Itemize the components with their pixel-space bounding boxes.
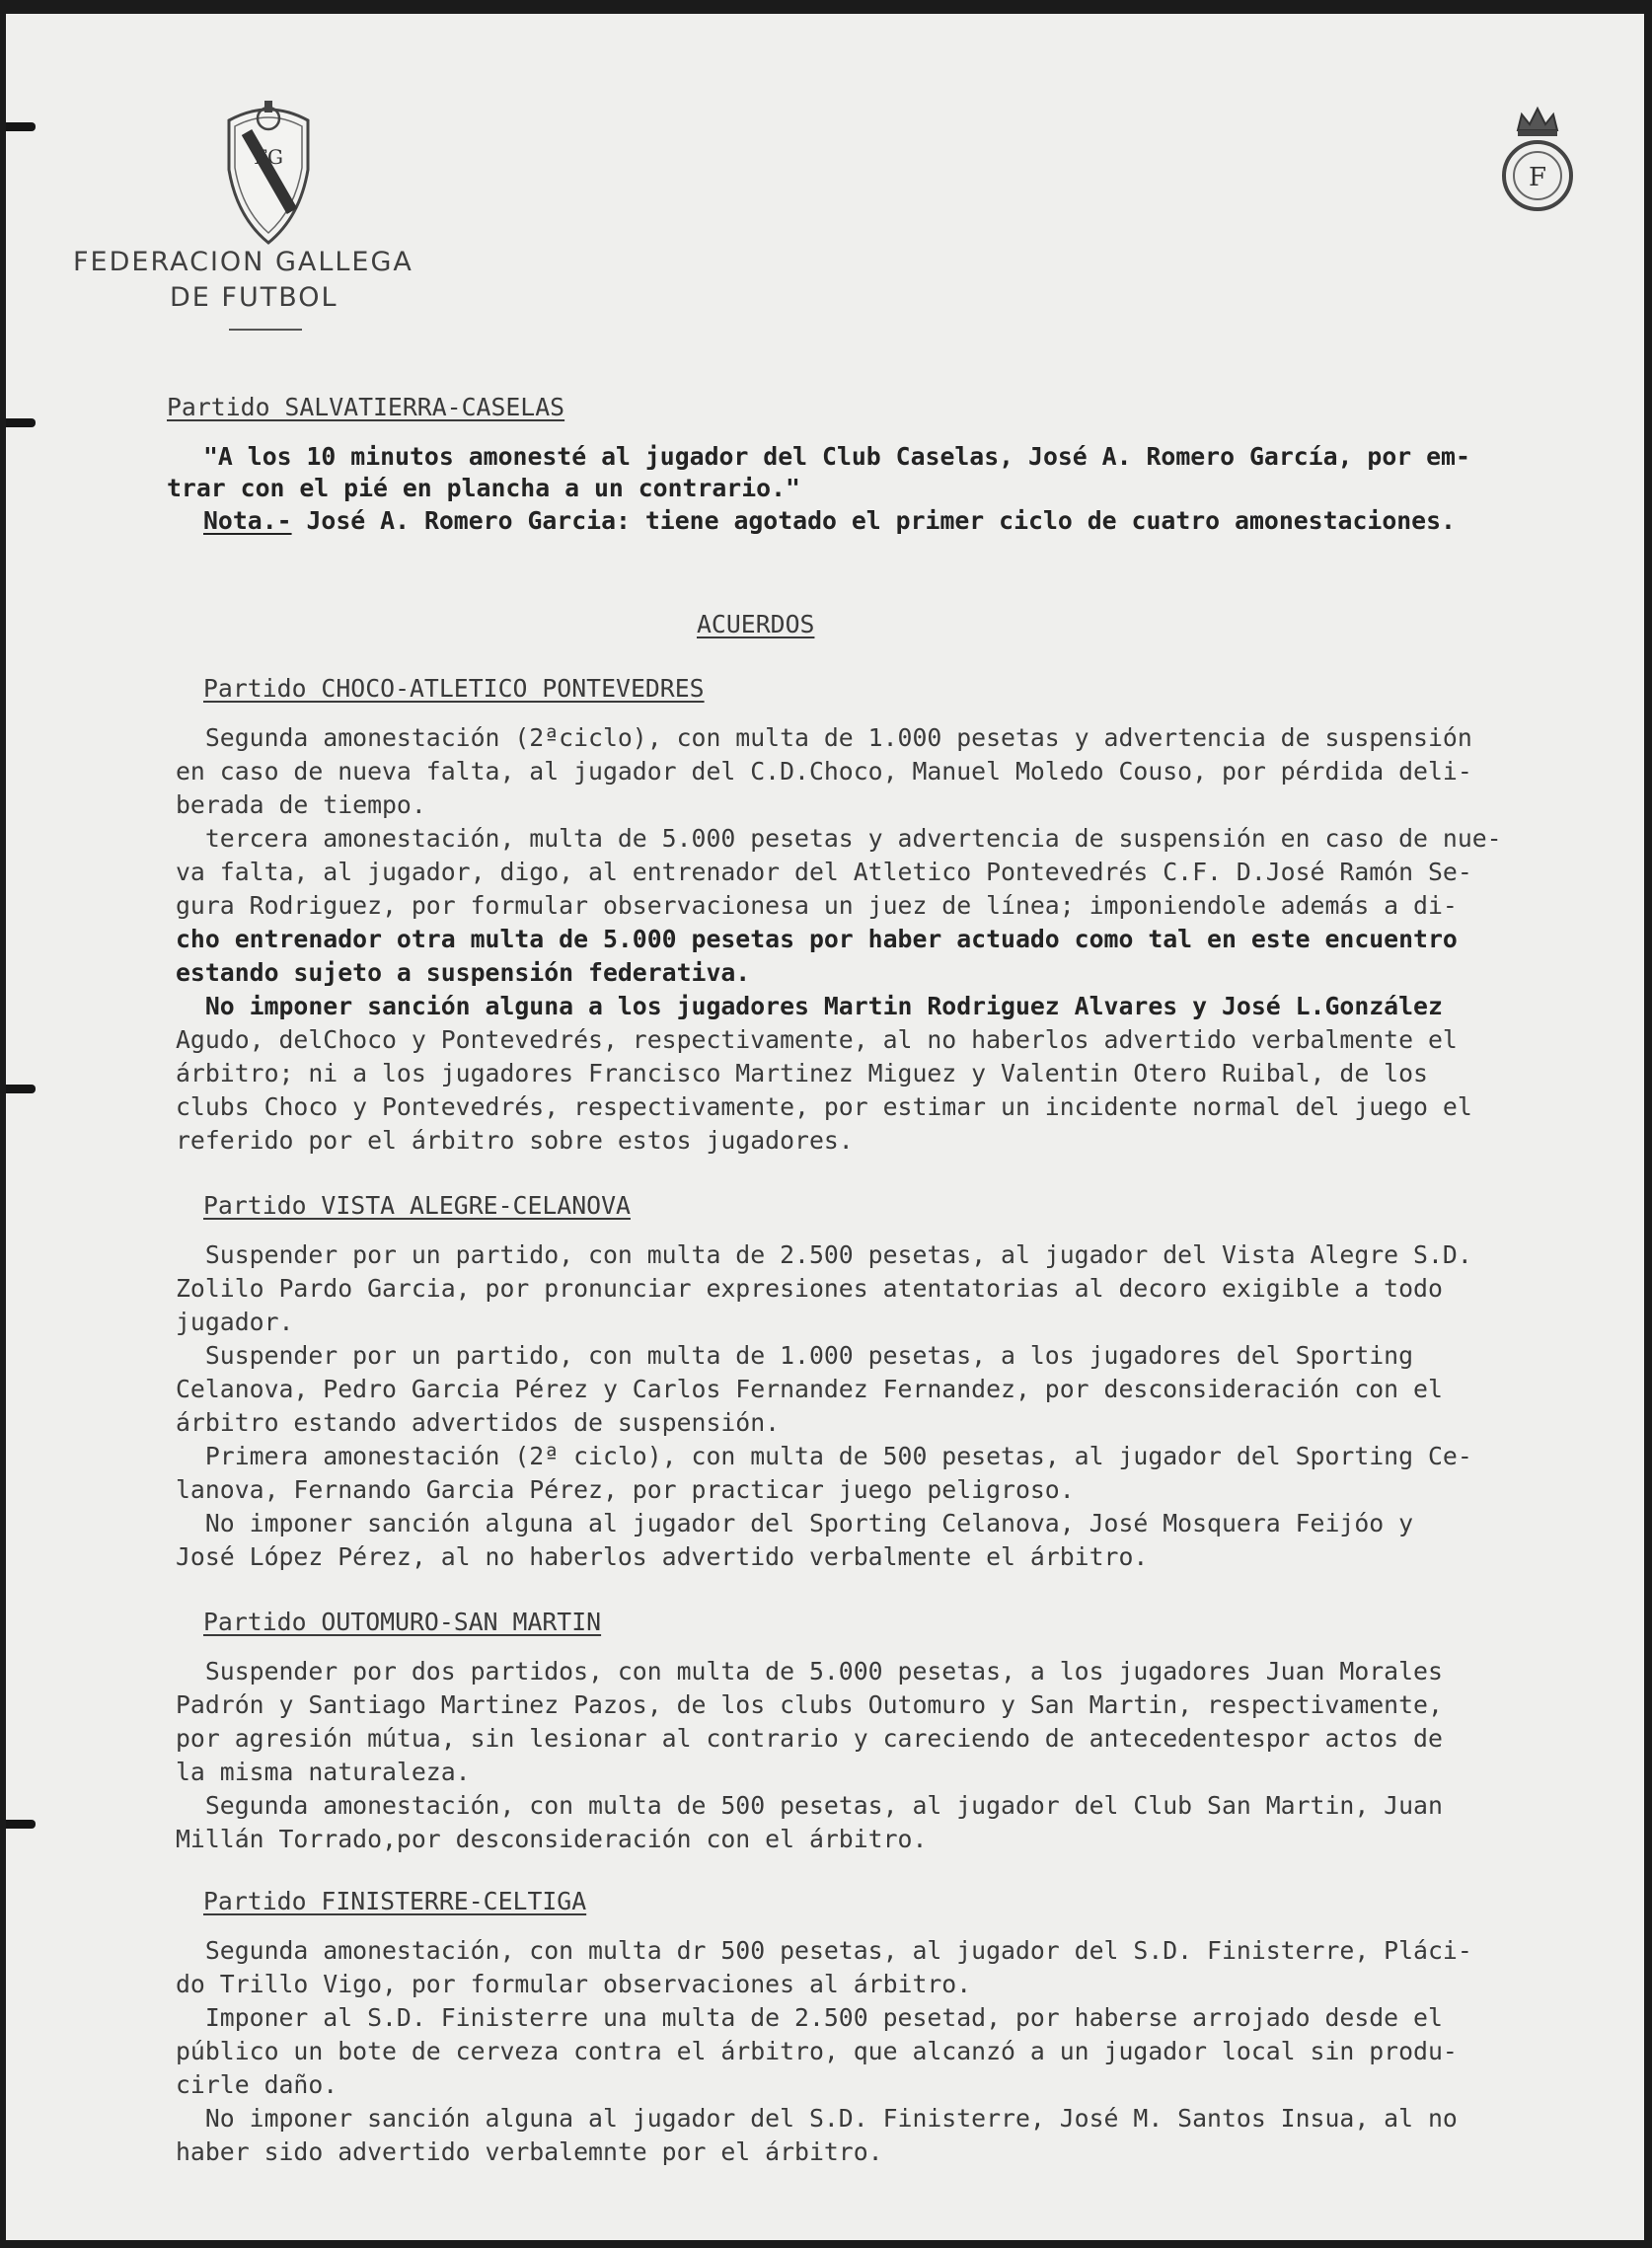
document-page [6,14,1644,2240]
text-line: cirle daño. [176,2070,338,2099]
text-line: Suspender por dos partidos, con multa de 5.000 pesetas, a los jugadores Juan Morales [176,1657,1443,1686]
binder-hole [6,418,36,427]
text-line: Imponer al S.D. Finisterre una multa de 2.500 pesetad, por haberse arrojado desde el [176,2003,1443,2032]
text-line: Segunda amonestación (2ªciclo), con multa de 1.000 pesetas y advertencia de suspensión [176,723,1472,752]
binder-hole [6,1085,36,1093]
text-line: la misma naturaleza. [176,1758,471,1786]
section-heading-salvatierra: Partido SALVATIERRA-CASELAS [167,393,565,421]
text-line: Celanova, Pedro Garcia Pérez y Carlos Fernandez Fernandez, por desconsideración con el [176,1375,1443,1403]
text-line: Suspender por un partido, con multa de 2.500 pesetas, al jugador del Vista Alegre S.D. [176,1240,1472,1269]
text-line: estando sujeto a suspensión federativa. [176,958,751,987]
text-line: Millán Torrado,por desconsideración con el árbitro. [176,1825,928,1853]
text-line: lanova, Fernando Garcia Pérez, por practicar juego peligroso. [176,1475,1075,1504]
binder-hole [6,122,36,131]
text-line: en caso de nueva falta, al jugador del C.D.Choco, Manuel Moledo Couso, por pérdida deli- [176,757,1472,786]
text-line: No imponer sanción alguna a los jugadores Martin Rodriguez Alvares y José L.González [176,992,1443,1020]
federation-name-line2: DE FUTBOL [170,282,338,313]
text-line: No imponer sanción alguna al jugador del Sporting Celanova, José Mosquera Feijóo y [176,1509,1414,1537]
text-line: do Trillo Vigo, por formular observaciones al árbitro. [176,1970,972,1998]
text-line: Padrón y Santiago Martinez Pazos, de los clubs Outomuro y San Martin, respectivamente, [176,1690,1443,1719]
section-heading-choco: Partido CHOCO-ATLETICO PONTEVEDRES [203,674,705,703]
text-line: cho entrenador otra multa de 5.000 pesetas por haber actuado como tal en este encuentro [176,925,1458,953]
binder-hole [6,1820,36,1829]
text-line: referido por el árbitro sobre estos jugadores. [176,1126,854,1155]
federation-underline [229,329,302,331]
section-heading-outomuro: Partido OUTOMURO-SAN MARTIN [203,1608,602,1636]
svg-text:FG: FG [254,145,283,169]
text-line: clubs Choco y Pontevedrés, respectivamente, por estimar un incidente normal del juego el [176,1092,1472,1121]
section-heading-vista: Partido VISTA ALEGRE-CELANOVA [203,1191,631,1220]
text-line: trar con el pié en plancha a un contrario." [167,474,800,502]
note-line [203,504,1456,538]
svg-text:F: F [1528,163,1547,192]
text-line: Segunda amonestación, con multa dr 500 pesetas, al jugador del S.D. Finisterre, Pláci- [176,1936,1472,1965]
text-line: No imponer sanción alguna al jugador del S.D. Finisterre, José M. Santos Insua, al no [176,2104,1458,2133]
note-label: Nota.- [203,506,292,535]
text-line: berada de tiempo. [176,790,426,819]
acuerdos-title: ACUERDOS [697,610,815,638]
text-line: haber sido advertido verbalemnte por el árbitro. [176,2137,883,2166]
text-line: va falta, al jugador, digo, al entrenador del Atletico Pontevedrés C.F. D.José Ramón Se- [176,858,1472,886]
text-line: árbitro estando advertidos de suspensión. [176,1408,781,1437]
text-line: gura Rodriguez, por formular observacionesa un juez de línea; imponiendole además a di- [176,891,1458,920]
text-line: jugador. [176,1308,294,1336]
text-line: Segunda amonestación, con multa de 500 pesetas, al jugador del Club San Martin, Juan [176,1791,1443,1820]
text-line: árbitro; ni a los jugadores Francisco Martinez Miguez y Valentin Otero Ruibal, de los [176,1059,1428,1087]
text-line: Agudo, delChoco y Pontevedrés, respectivamente, al no haberlos advertido verbalmente el [176,1025,1458,1054]
section-heading-finisterre: Partido FINISTERRE-CELTIGA [203,1887,587,1915]
note-text: José A. Romero Garcia: tiene agotado el primer ciclo de cuatro amonestaciones. [291,506,1456,535]
text-line: "A los 10 minutos amonesté al jugador del Club Caselas, José A. Romero García, por em- [203,442,1470,471]
spanish-federation-crown-emblem-icon [1498,101,1577,219]
text-line: tercera amonestación, multa de 5.000 pesetas y advertencia de suspensión en caso de nue- [176,824,1502,853]
federation-name-line1: FEDERACION GALLEGA [73,247,413,277]
text-line: Primera amonestación (2ª ciclo), con multa de 500 pesetas, al jugador del Sporting Ce- [176,1442,1472,1470]
text-line: Suspender por un partido, con multa de 1.000 pesetas, a los jugadores del Sporting [176,1341,1414,1370]
text-line: José López Pérez, al no haberlos advertido verbalmente el árbitro. [176,1542,1149,1571]
text-line: por agresión mútua, sin lesionar al contrario y careciendo de antecedentespor actos de [176,1724,1443,1753]
text-line: Zolilo Pardo Garcia, por pronunciar expresiones atentatorias al decoro exigible a todo [176,1274,1443,1303]
text-line: público un bote de cerveza contra el árbitro, que alcanzó a un jugador local sin produ- [176,2037,1458,2065]
galician-federation-crest-icon [221,93,316,251]
